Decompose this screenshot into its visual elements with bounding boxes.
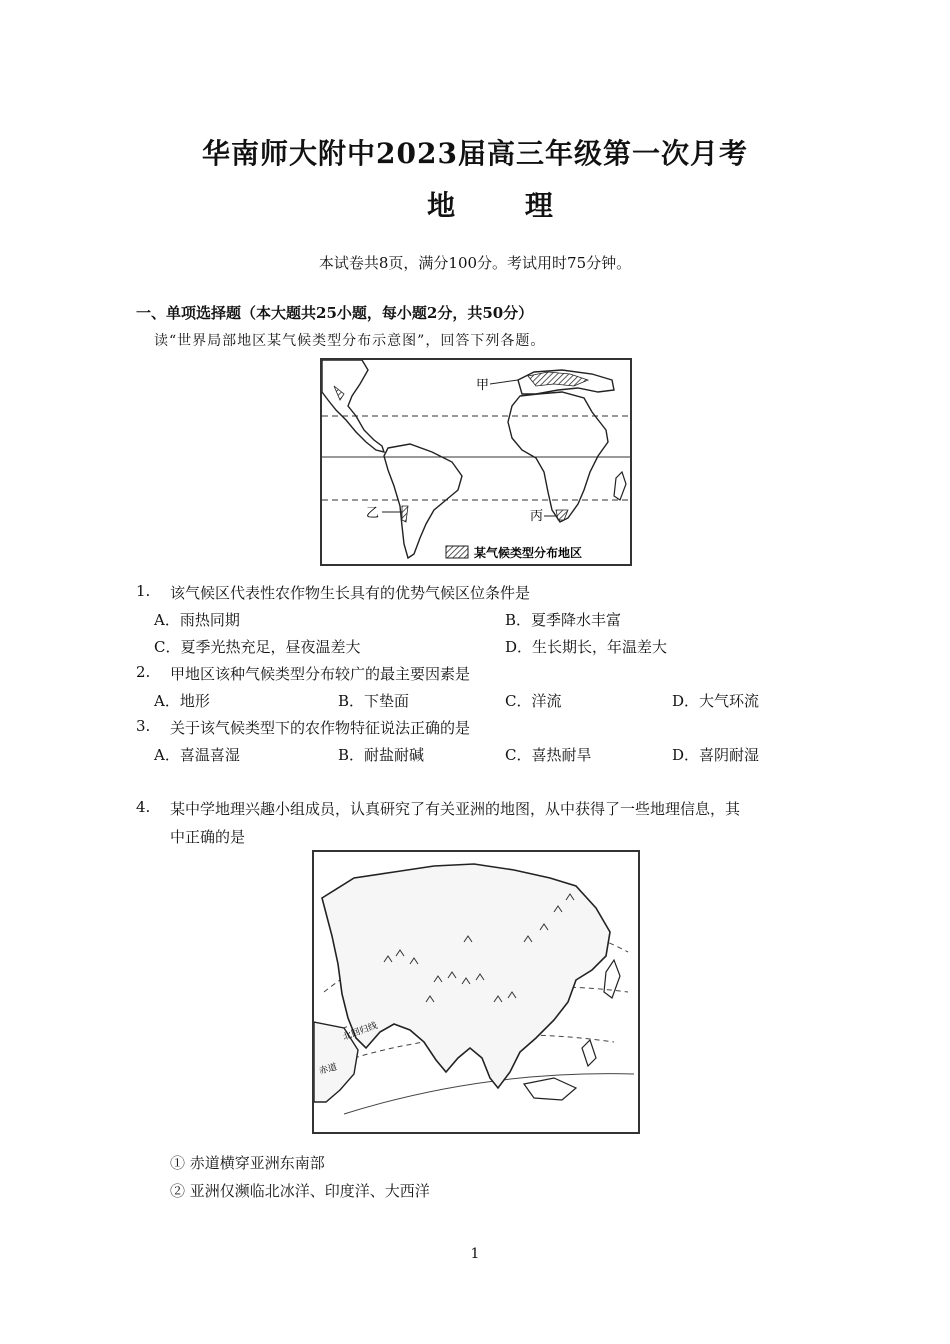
q4-statement-2: ② 亚洲仅濒临北冰洋、印度洋、大西洋 [170, 1182, 430, 1200]
q3-option-b[interactable]: B．耐盐耐碱 [338, 746, 425, 764]
question-number: 4. [136, 798, 151, 816]
q1-option-a[interactable]: A．雨热同期 [154, 611, 240, 629]
q2-option-b[interactable]: B．下垫面 [338, 692, 410, 710]
equator-arc [344, 1074, 634, 1114]
label-jia: 甲 [476, 378, 490, 393]
japan-shape [604, 960, 620, 998]
hatch-california [334, 386, 344, 400]
q1-option-c[interactable]: C．夏季光热充足，昼夜温差大 [154, 638, 361, 656]
q2-option-d[interactable]: D．大气环流 [672, 692, 760, 710]
question-2 [0, 663, 950, 687]
question-text: 该气候区代表性农作物生长具有的优势气候区位条件是 [170, 584, 531, 602]
south-america-shape [384, 444, 462, 558]
q3-option-a[interactable]: A．喜温喜湿 [154, 746, 240, 764]
label-tropic: 北回归线 [341, 1021, 379, 1043]
label-bing: 丙 [530, 509, 544, 524]
climate-map-svg [322, 360, 630, 564]
climate-map [320, 358, 632, 566]
q2-option-c[interactable]: C．洋流 [505, 692, 562, 710]
q3-option-d[interactable]: D．喜阴耐湿 [672, 746, 760, 764]
pointer-jia [490, 380, 518, 384]
question-number: 1. [136, 582, 151, 600]
question-1 [0, 582, 950, 606]
question-text: 关于该气候类型下的农作物特征说法正确的是 [170, 719, 471, 737]
subject-title: 地 理 [427, 189, 583, 222]
q1-option-b[interactable]: B．夏季降水丰富 [505, 611, 622, 629]
madagascar-shape [614, 472, 626, 500]
question-3 [0, 717, 950, 741]
page-number: 1 [470, 1246, 480, 1262]
philippines-shape [582, 1040, 596, 1066]
hatch-chile [402, 506, 408, 522]
question-number: 2. [136, 663, 151, 681]
label-equator: 赤道 [318, 1062, 339, 1077]
page-title: 华南师大附中2023届高三年级第一次月考 [202, 137, 748, 170]
section-heading: 一、单项选择题（本大题共25小题，每小题2分，共50分） [136, 304, 534, 322]
question-text: 某中学地理兴趣小组成员，认真研究了有关亚洲的地图，从中获得了一些地理信息，其 [170, 800, 741, 818]
exam-info: 本试卷共8页，满分100分。考试用时75分钟。 [318, 254, 632, 272]
question-text-continued: 中正确的是 [170, 828, 246, 846]
q3-option-c[interactable]: C．喜热耐旱 [505, 746, 592, 764]
label-yi: 乙 [366, 506, 380, 521]
hatch-mediterranean [528, 372, 588, 386]
question-number: 3. [136, 717, 151, 735]
indonesia-shape [524, 1078, 576, 1100]
q4-statement-1: ① 赤道横穿亚洲东南部 [170, 1154, 325, 1172]
asia-map [312, 850, 640, 1134]
question-4 [0, 798, 950, 822]
legend-label: 某气候类型分布地区 [474, 546, 583, 560]
q1-option-d[interactable]: D．生长期长，年温差大 [505, 638, 668, 656]
question-intro: 读“世界局部地区某气候类型分布示意图”，回答下列各题。 [154, 333, 546, 349]
asia-map-svg [314, 852, 638, 1132]
question-text: 甲地区该种气候类型分布较广的最主要因素是 [170, 665, 471, 683]
q2-option-a[interactable]: A．地形 [154, 692, 210, 710]
north-america-shape [322, 360, 384, 452]
legend-swatch [446, 546, 468, 558]
